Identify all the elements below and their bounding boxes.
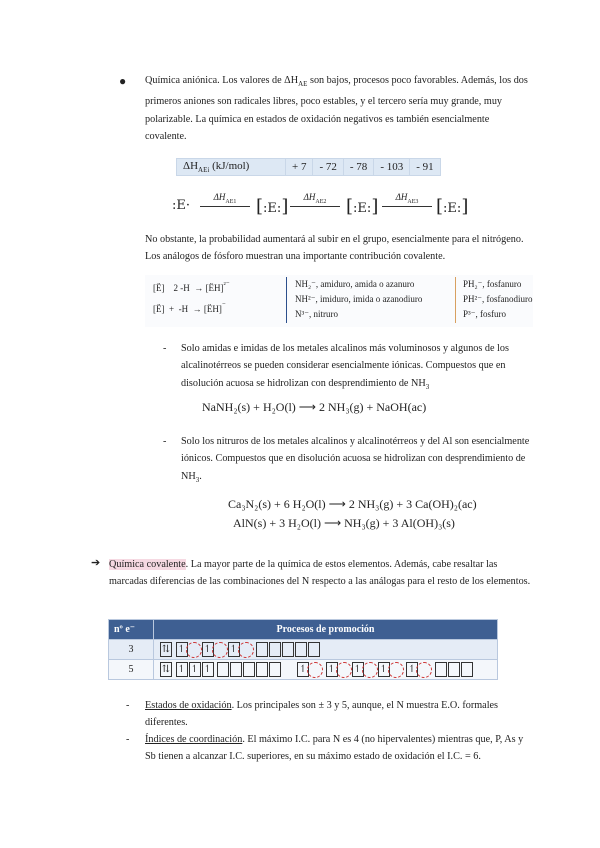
equation-aluminum-nitride: AlN(s) + 3 H₂O(l) ⟶ NH₃(g) + 3 Al(OH)₃(s) (233, 516, 455, 530)
ae-value: - 91 (410, 159, 440, 176)
electron-count-header: nº e⁻ (109, 620, 154, 640)
nitrogen-anions-table (145, 275, 533, 327)
phosphorus-anion-names: PH₂⁻, fosfanuro PH²⁻, fosfanodiuro P³⁻, fosfuro (463, 279, 533, 319)
equation-calcium-nitride: Ca₃N₂(s) + 6 H₂O(l) ⟶ 2 NH₃(g) + 3 Ca(OH)₂(ac) (228, 497, 477, 511)
promotion-diagram-5: ⇅ ↿ ↿ ↿ ↿ ↿ ↿ ↿ ↿ (154, 660, 498, 680)
covalent-chemistry-label: Química covalente (109, 559, 186, 570)
arrow-1: $\Delta H_{AE1}$ (200, 192, 250, 217)
ae-header: $\Delta H_{AEi}$ (kJ/mol) (177, 159, 286, 176)
amides-paragraph: Solo amidas e imidas de los metales alcalinos más voluminosos y algunos de los alcalinotérreos se pueden considerar esencialmente iónicas. Compuestos que en disolución acuosa se hidrolizan con desprendimiento de $NH_3$ (181, 343, 509, 391)
nitrogen-anion-names: NH₂⁻, amiduro, amida o azanuro NH²⁻, imiduro, imida o azanodiuro N³⁻, nitruro (295, 279, 423, 319)
arrow-3: $\Delta H_{AE3}$ (382, 192, 432, 217)
arrow-2: $\Delta H_{AE2}$ (290, 192, 340, 217)
nitrogen-paragraph: No obstante, la probabilidad aumentará al subir en el grupo, esencialmente para el nitrógeno. Los análogos de fósforo muestran una importante contribución covalente. (145, 234, 524, 263)
nitrides-paragraph: Solo los nitruros de los metales alcalinos y alcalinotérreos y del Al son esencialmente iónicos. Compuestos que en disolución acuosa se hidrolizan con desprendimiento de $NH_3$. (181, 436, 530, 484)
promotion-table (108, 619, 498, 680)
electron-count: 5 (109, 660, 154, 680)
anion-3: [:E:] (436, 196, 469, 217)
promotion-header: Procesos de promoción (154, 620, 498, 640)
anion-2: [:E:] (346, 196, 379, 217)
anionic-chemistry-paragraph: Química aniónica. Los valores de $\Delta H_{AE}$ son bajos, procesos poco favorables. Además, los dos primeros aniones son radicales libres, poco estables, y el tercero sería muy grande, muy polarizable. La química en estados de oxidación negativos es también esencialmente covalente. (145, 75, 528, 143)
covalent-chemistry-paragraph: Química covalente. La mayor parte de la química de estos elementos. Además, cabe resaltar las marcadas diferencias de las combinaciones del N respecto a las análogas para el resto de los elementos. (109, 559, 531, 588)
neutral-atom: :E· (172, 198, 191, 213)
coordination-index-item: Índices de coordinación. El máximo I.C. para N es 4 (no hipervalentes) mientras que, P, As y Sb tienen a alcanzar I.C. superiores, en su máximo estado de oxidación el I.C. = 6. (145, 734, 524, 763)
promotion-diagram-3: ⇅ ↿ ↿ ↿ (154, 640, 498, 660)
ae-value: - 78 (343, 159, 373, 176)
dash-bullet: - (126, 700, 130, 711)
arrow-bullet: ➔ (91, 557, 101, 569)
oxidation-states-item: Estados de oxidación. Los principales son ± 3 y 5, aunque, el N muestra E.O. formales diferentes. (145, 700, 499, 729)
bullet-dot: ● (119, 74, 127, 88)
electron-count: 3 (109, 640, 154, 660)
anion-1: [:E:] (256, 196, 289, 217)
equation-amide-hydrolysis: NaNH₂(s) + H₂O(l) ⟶ 2 NH₃(g) + NaOH(ac) (202, 400, 427, 414)
ae-value: - 103 (374, 159, 410, 176)
dash-bullet: - (163, 436, 167, 447)
ae-value: + 7 (286, 159, 313, 176)
imide-formation: [Ë] 2 -H → [ËH]$^{^{2-}}$ (153, 280, 230, 293)
electron-affinity-table (176, 158, 441, 176)
dash-bullet: - (126, 734, 130, 745)
ae-value: - 72 (313, 159, 343, 176)
amide-formation: [Ë] + -H → [ËH]⁻ (153, 301, 226, 314)
dash-bullet: - (163, 343, 167, 354)
electron-addition-sequence (172, 190, 502, 226)
